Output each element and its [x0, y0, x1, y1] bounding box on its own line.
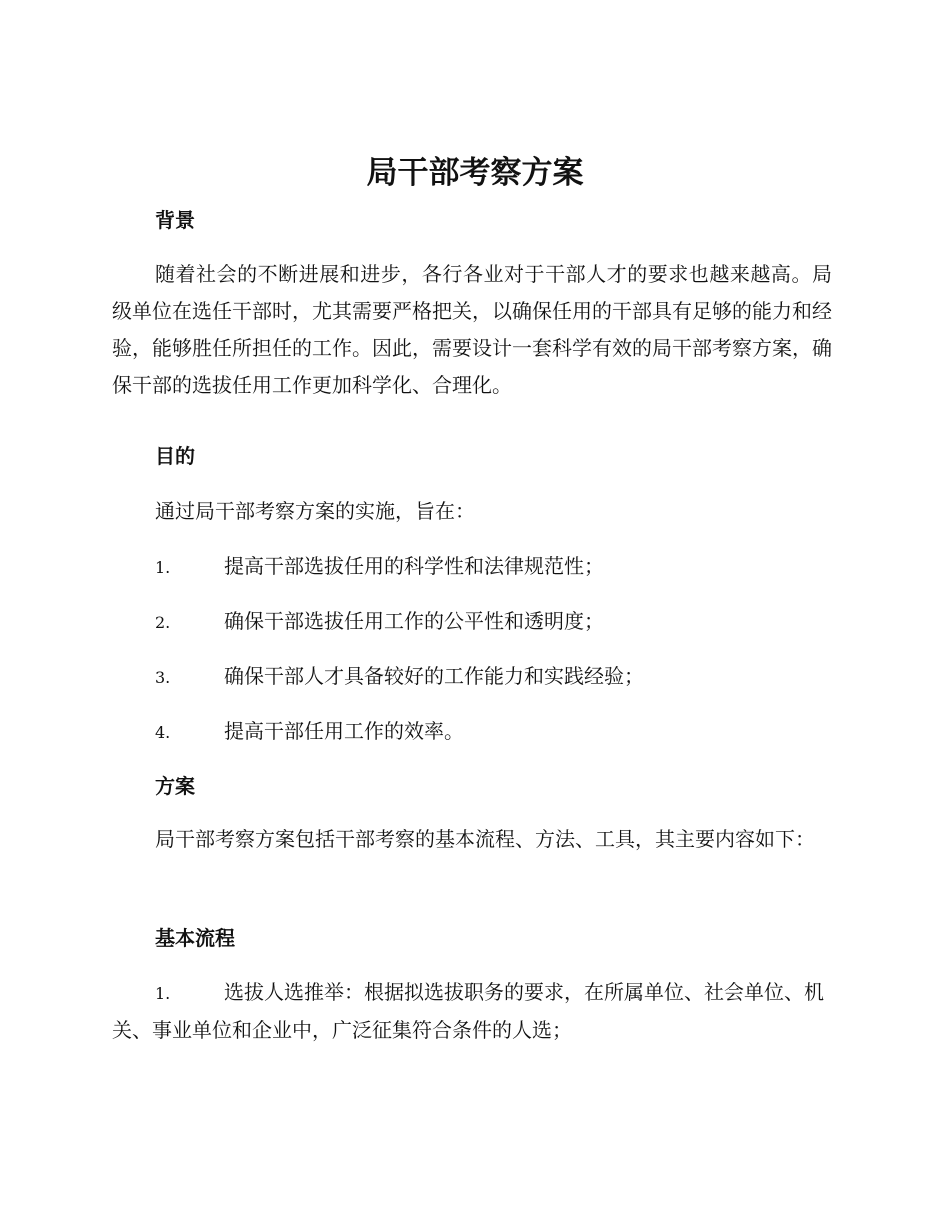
list-text: 确保干部人才具备较好的工作能力和实践经验； [224, 664, 644, 688]
plan-paragraph: 局干部考察方案包括干部考察的基本流程、方法、工具，其主要内容如下： [155, 827, 815, 851]
list-item [155, 551, 835, 583]
section-heading-plan: 方案 [155, 774, 195, 798]
list-text: 确保干部选拔任用工作的公平性和透明度； [224, 609, 604, 633]
list-text: 选拔人选推举：根据拟选拔职务的要求，在所属单位、社会单位、机关、事业单位和企业中，广泛征集符合条件的人选； [112, 980, 824, 1042]
purpose-intro: 通过局干部考察方案的实施，旨在： [155, 499, 475, 523]
list-number: 4. [155, 723, 171, 742]
list-item [155, 606, 835, 638]
list-number: 1. [155, 558, 171, 577]
section-heading-purpose: 目的 [155, 444, 195, 468]
list-text: 提高干部任用工作的效率。 [224, 719, 464, 743]
list-item [155, 661, 835, 693]
list-number: 3. [155, 668, 171, 687]
section-heading-background: 背景 [155, 208, 195, 232]
background-paragraph: 随着社会的不断进展和进步，各行各业对于干部人才的要求也越来越高。局级单位在选任干部时，尤其需要严格把关，以确保任用的干部具有足够的能力和经验，能够胜任所担任的工作。因此，需要设计一套科学有效的局干部考察方案，确保干部的选拔任用工作更加科学化、合理化。 [112, 262, 832, 397]
list-text: 提高干部选拔任用的科学性和法律规范性； [224, 554, 604, 578]
section-heading-process: 基本流程 [155, 926, 235, 950]
list-number: 1. [155, 984, 171, 1003]
list-number: 2. [155, 613, 171, 632]
list-item [155, 716, 835, 748]
list-item [112, 974, 832, 1049]
document-title: 局干部考察方案 [366, 155, 584, 191]
